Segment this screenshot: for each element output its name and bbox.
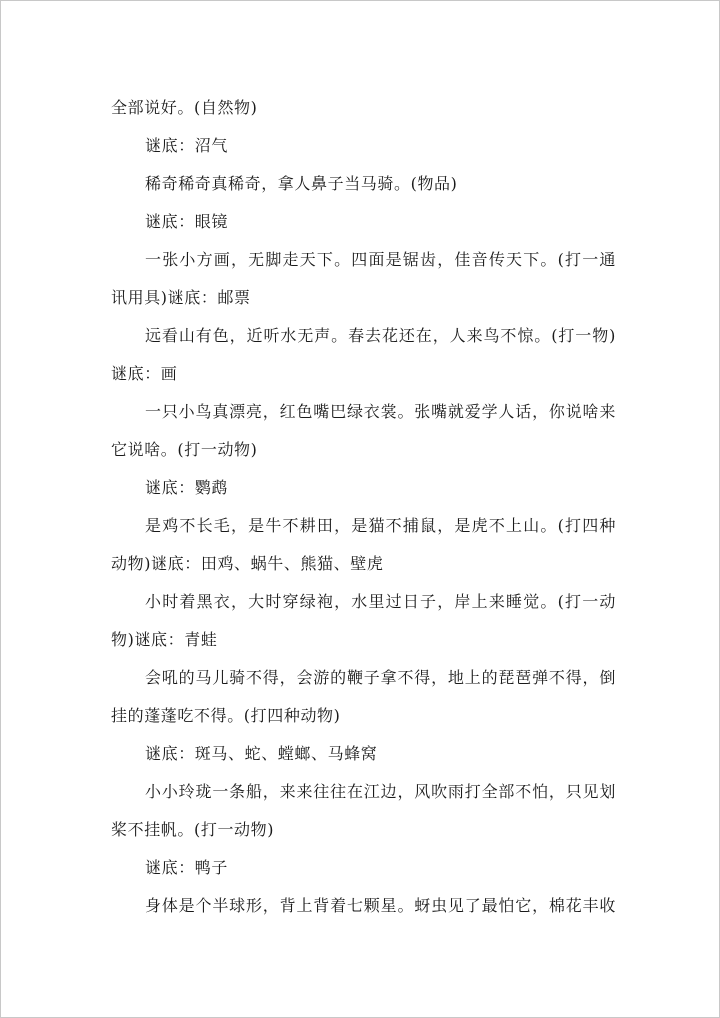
riddle-answer: 谜底：沼气 bbox=[145, 136, 229, 155]
text-line: 讯用具)谜底：邮票 bbox=[111, 288, 251, 307]
text-line: 挂的蓬蓬吃不得。(打四种动物) bbox=[111, 706, 341, 725]
text-line: 全部说好。(自然物) bbox=[111, 98, 258, 117]
riddle-question: 一只小鸟真漂亮，红色嘴巴绿衣裳。张嘴就爱学人话，你说啥来 bbox=[145, 402, 616, 421]
riddle-answer: 谜底：画 bbox=[111, 364, 178, 383]
riddle-question: 是鸡不长毛，是牛不耕田，是猫不捕鼠，是虎不上山。(打四种 bbox=[145, 516, 616, 535]
riddle-answer: 谜底：鸭子 bbox=[145, 858, 229, 877]
text-line: 它说啥。(打一动物) bbox=[111, 440, 258, 459]
riddle-question: 会吼的马儿骑不得，会游的鞭子拿不得，地上的琵琶弹不得，倒 bbox=[145, 668, 616, 687]
text-line: 动物)谜底：田鸡、蜗牛、熊猫、壁虎 bbox=[111, 554, 384, 573]
riddle-question: 身体是个半球形，背上背着七颗星。蚜虫见了最怕它，棉花丰收 bbox=[145, 896, 616, 915]
riddle-question: 小小玲珑一条船，来来往往在江边，风吹雨打全部不怕，只见划 bbox=[145, 782, 616, 801]
riddle-question: 一张小方画，无脚走天下。四面是锯齿，佳音传天下。(打一通 bbox=[145, 250, 616, 269]
riddle-question: 稀奇稀奇真稀奇，拿人鼻子当马骑。(物品) bbox=[145, 174, 458, 193]
riddle-answer: 谜底：鹦鹉 bbox=[145, 478, 229, 497]
riddle-question: 远看山有色，近听水无声。春去花还在，人来鸟不惊。(打一物) bbox=[145, 326, 616, 345]
riddle-answer: 谜底：眼镜 bbox=[145, 212, 229, 231]
riddle-question: 小时着黑衣，大时穿绿袍，水里过日子，岸上来睡觉。(打一动 bbox=[145, 592, 616, 611]
text-line: 物)谜底：青蛙 bbox=[111, 630, 218, 649]
text-line: 桨不挂帆。(打一动物) bbox=[111, 820, 275, 839]
riddle-answer: 谜底：斑马、蛇、螳螂、马蜂窝 bbox=[145, 744, 378, 763]
document-body bbox=[111, 89, 616, 925]
